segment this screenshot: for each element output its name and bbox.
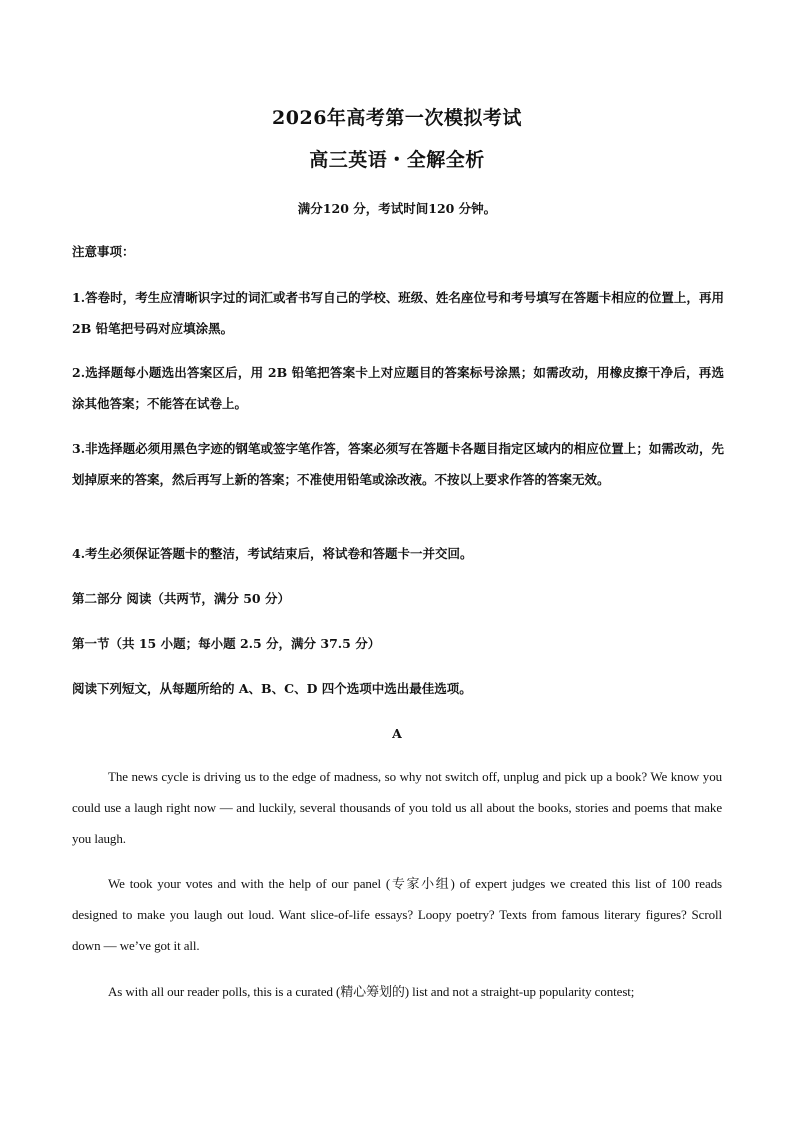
passage-paragraph-1: The news cycle is driving us to the edge of madness, so why not switch off, unplug and pick up a book? We know you could use a laugh right now — and luckily, several thousands of you told us all about the books, stories and poems that make you laugh. bbox=[72, 769, 722, 846]
notice-item-3: 3.非选择题必须用黑色字迹的钢笔或签字笔作答，答案必须写在答题卡各题目指定区域内的相应位置上；如需改动，先划掉原来的答案，然后再写上新的答案；不准使用铅笔或涂改液。不按以上要求作答的答案无效。 bbox=[72, 441, 724, 487]
passage-paragraph-2: We took your votes and with the help of our panel (专家小组) of expert judges we created this list of 100 reads designed to make you laugh out loud. Want slice-of-life essays? Loopy poetry? Texts from famous literary figures? Scroll down — we’ve got it all. bbox=[72, 876, 722, 953]
notice-heading: 注意事项： bbox=[72, 244, 135, 259]
notice-item-1: 1.答卷时，考生应清晰识字过的词汇或者书写自己的学校、班级、姓名座位号和考号填写在答题卡相应的位置上，再用 2B 铅笔把号码对应填涂黑。 bbox=[72, 290, 724, 336]
passage-label: A bbox=[392, 726, 402, 741]
passage-paragraph-3: As with all our reader polls, this is a curated (精心筹划的) list and not a straight-up popularity contest; bbox=[108, 984, 635, 999]
notice-item-4: 4.考生必须保证答题卡的整洁，考试结束后，将试卷和答题卡一并交回。 bbox=[72, 546, 473, 561]
section-title: 第一节（共 15 小题；每小题 2.5 分，满分 37.5 分） bbox=[72, 636, 381, 651]
exam-score-time: 满分120 分，考试时间120 分钟。 bbox=[297, 201, 497, 216]
exam-subtitle: 高三英语・全解全析 bbox=[309, 149, 485, 171]
section-instruction: 阅读下列短文，从每题所给的 A、B、C、D 四个选项中选出最佳选项。 bbox=[72, 681, 472, 696]
part-title: 第二部分 阅读（共两节，满分 50 分） bbox=[72, 591, 290, 606]
exam-title: 2026年高考第一次模拟考试 bbox=[272, 107, 522, 129]
notice-item-2: 2.选择题每小题选出答案区后，用 2B 铅笔把答案卡上对应题目的答案标号涂黑；如需改动，用橡皮擦干净后，再选涂其他答案；不能答在试卷上。 bbox=[72, 365, 724, 411]
